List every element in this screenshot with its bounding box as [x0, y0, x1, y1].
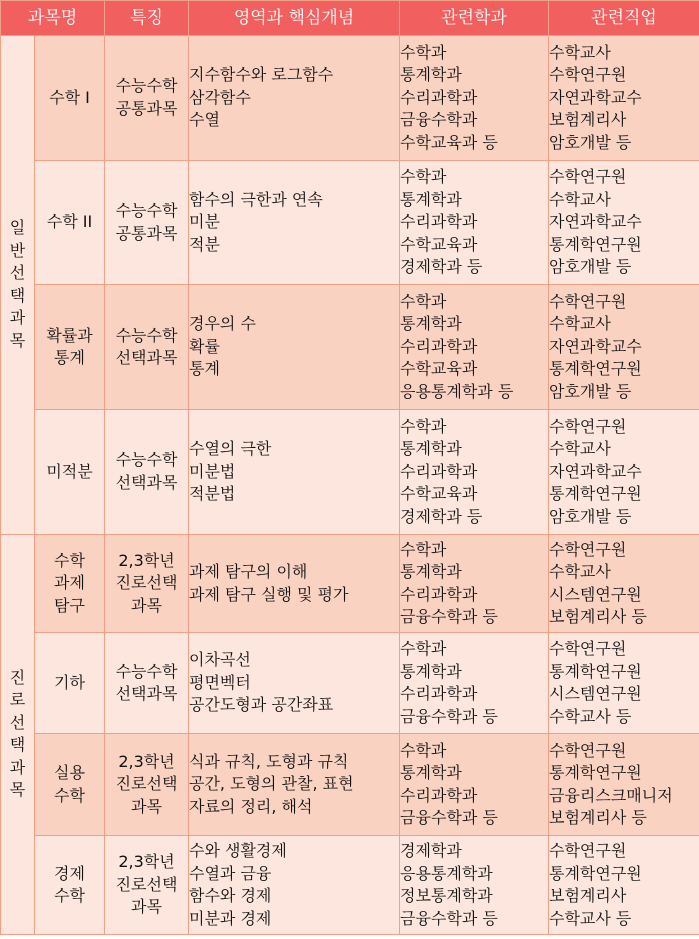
- subject-concepts-line: 지수함수와 로그함수: [189, 65, 334, 85]
- subject-feature-line: 2,3학년: [118, 550, 175, 570]
- group-label-char: 택: [9, 735, 26, 755]
- subject-feature-line: 진로선택: [115, 774, 178, 794]
- related-jobs-line: 수학연구원: [549, 539, 627, 559]
- related-jobs: [549, 410, 699, 535]
- related-departments-line: 수리과학과: [400, 785, 478, 805]
- related-departments: [400, 410, 549, 535]
- subject-name: [35, 160, 105, 285]
- related-departments-line: 경제학과: [400, 841, 462, 861]
- related-jobs: [549, 733, 699, 836]
- related-jobs-line: 수학연구원: [549, 639, 627, 659]
- related-jobs-line: 수학교사 등: [549, 908, 632, 928]
- related-departments-line: 경제학과 등: [400, 257, 483, 277]
- related-jobs-line: 시스템연구원: [549, 684, 642, 704]
- subject-concepts: [189, 410, 400, 535]
- related-departments-line: 응용통계학과 등: [400, 381, 514, 401]
- related-jobs-line: 암호개발 등: [549, 257, 632, 277]
- related-departments-line: 경제학과 등: [400, 506, 483, 526]
- group-label-char: 일: [9, 218, 26, 238]
- subject-concepts-line: 함수와 경제: [189, 886, 272, 906]
- subject-feature: [105, 160, 189, 285]
- related-jobs-line: 통계학연구원: [549, 484, 642, 504]
- subject-concepts-line: 수열과 금융: [189, 863, 272, 883]
- group-label-char: 로: [9, 690, 26, 710]
- subject-name-line: 통계: [54, 348, 85, 368]
- related-jobs-line: 수학교사: [549, 439, 611, 459]
- header-feature: 특징: [105, 1, 189, 36]
- subject-name-line: 실용: [54, 763, 85, 783]
- subject-feature: [105, 836, 189, 935]
- related-jobs-line: 암호개발 등: [549, 132, 632, 152]
- subject-concepts-line: 경우의 수: [189, 314, 256, 334]
- subject-concepts-line: 공간, 도형의 관찰, 표현: [189, 774, 354, 794]
- table-row: [1, 733, 699, 836]
- subject-feature-line: 공통과목: [115, 223, 178, 243]
- subject-feature-line: 공통과목: [115, 98, 178, 118]
- related-departments-line: 수학과: [400, 539, 447, 559]
- subject-name: [35, 633, 105, 734]
- related-jobs-line: 자연과학교수: [549, 461, 642, 481]
- related-departments-line: 금융수학과 등: [400, 706, 498, 726]
- subject-feature: [105, 285, 189, 410]
- related-jobs-line: 금융리스크매니저: [549, 785, 673, 805]
- subject-concepts-line: 함수의 극한과 연속: [189, 189, 323, 209]
- related-jobs-line: 시스템연구원: [549, 584, 642, 604]
- related-departments-line: 응용통계학과: [400, 863, 493, 883]
- subject-feature-line: 2,3학년: [118, 751, 175, 771]
- subject-feature: [105, 36, 189, 161]
- subject-concepts-line: 삼각함수: [189, 87, 251, 107]
- subject-concepts: [189, 285, 400, 410]
- related-departments-line: 수리과학과: [400, 87, 478, 107]
- related-jobs-line: 수학교사: [549, 42, 611, 62]
- related-jobs: [549, 160, 699, 285]
- related-departments: [400, 836, 549, 935]
- subject-name-line: 수학 I: [49, 87, 90, 107]
- subject-name: [35, 285, 105, 410]
- subject-feature-line: 진로선택: [115, 573, 178, 593]
- related-jobs-line: 자연과학교수: [549, 212, 642, 232]
- related-departments-line: 수리과학과: [400, 684, 478, 704]
- related-departments-line: 수학과: [400, 291, 447, 311]
- related-departments-line: 수학교육과: [400, 359, 478, 379]
- subject-concepts-line: 공간도형과 공간좌표: [189, 695, 334, 715]
- subject-feature-line: 수능수학: [115, 450, 178, 470]
- related-departments: [400, 160, 549, 285]
- subject-concepts-line: 확률: [189, 336, 220, 356]
- related-jobs: [549, 534, 699, 633]
- related-jobs-line: 통계학연구원: [549, 359, 642, 379]
- subject-concepts: [189, 836, 400, 935]
- related-departments: [400, 633, 549, 734]
- table-row: [1, 836, 699, 935]
- subject-feature: [105, 733, 189, 836]
- header-row: [1, 1, 699, 36]
- subject-feature-line: 과목: [131, 796, 162, 816]
- related-departments-line: 통계학과: [400, 189, 462, 209]
- related-departments-line: 수리과학과: [400, 336, 478, 356]
- subject-concepts-line: 미분: [189, 212, 220, 232]
- group-label-char: 선: [9, 263, 26, 283]
- subject-name-line: 수학 II: [46, 212, 93, 232]
- related-departments-line: 수학교육과 등: [400, 132, 498, 152]
- subject-feature-line: 선택과목: [115, 472, 178, 492]
- subject-concepts: [189, 36, 400, 161]
- related-departments: [400, 285, 549, 410]
- subject-feature: [105, 410, 189, 535]
- subject-concepts: [189, 633, 400, 734]
- related-departments-line: 수리과학과: [400, 212, 478, 232]
- related-jobs-line: 통계학연구원: [549, 661, 642, 681]
- related-departments: [400, 733, 549, 836]
- related-departments-line: 금융수학과 등: [400, 607, 498, 627]
- header-departments: 관련학과: [400, 1, 549, 36]
- related-jobs-line: 자연과학교수: [549, 87, 642, 107]
- related-departments-line: 통계학과: [400, 439, 462, 459]
- related-departments-line: 통계학과: [400, 661, 462, 681]
- subject-feature-line: 수능수학: [115, 76, 178, 96]
- related-jobs-line: 통계학연구원: [549, 234, 642, 254]
- related-departments-line: 수학과: [400, 416, 447, 436]
- related-departments-line: 수학과: [400, 167, 447, 187]
- related-departments-line: 통계학과: [400, 314, 462, 334]
- related-jobs-line: 수학연구원: [549, 167, 627, 187]
- group-label-char: 과: [9, 757, 26, 777]
- related-departments-line: 수학과: [400, 740, 447, 760]
- related-departments-line: 통계학과: [400, 763, 462, 783]
- related-departments-line: 수리과학과: [400, 461, 478, 481]
- subject-concepts-line: 과제 탐구의 이해: [189, 562, 308, 582]
- subject-feature-line: 수능수학: [115, 661, 178, 681]
- table-row: [1, 633, 699, 734]
- table-row: [1, 410, 699, 535]
- subject-concepts: [189, 534, 400, 633]
- related-jobs-line: 보험계리사: [549, 886, 627, 906]
- related-jobs-line: 암호개발 등: [549, 506, 632, 526]
- subject-concepts-line: 미분과 경제: [189, 908, 272, 928]
- related-departments-line: 수학교육과: [400, 484, 478, 504]
- subject-concepts-line: 미분법: [189, 461, 236, 481]
- group-label-char: 과: [9, 308, 26, 328]
- header-concepts: 영역과 핵심개념: [189, 1, 400, 36]
- subject-feature-line: 선택과목: [115, 684, 178, 704]
- subject-name: [35, 410, 105, 535]
- related-jobs: [549, 285, 699, 410]
- related-jobs-line: 통계학연구원: [549, 863, 642, 883]
- group-label-char: 택: [9, 285, 26, 305]
- group-label-char: 목: [9, 780, 26, 800]
- subject-concepts-line: 평면벡터: [189, 672, 251, 692]
- related-departments-line: 금융수학과 등: [400, 908, 498, 928]
- table-row: [1, 36, 699, 161]
- subject-name-line: 수학: [54, 785, 85, 805]
- subject-name: [35, 836, 105, 935]
- subject-concepts-line: 수열의 극한: [189, 439, 272, 459]
- group-label-char: 선: [9, 712, 26, 732]
- subject-feature: [105, 633, 189, 734]
- subject-feature-line: 선택과목: [115, 348, 178, 368]
- subject-concepts: [189, 160, 400, 285]
- group-label-char: 진: [9, 667, 26, 687]
- header-jobs: 관련직업: [549, 1, 699, 36]
- related-jobs-line: 자연과학교수: [549, 336, 642, 356]
- table-body: [1, 36, 699, 935]
- subject-name-line: 미적분: [46, 461, 93, 481]
- subject-name-line: 수학: [54, 886, 85, 906]
- related-jobs-line: 수학교사: [549, 562, 611, 582]
- group-label-char: 반: [9, 240, 26, 260]
- subject-concepts-line: 수와 생활경제: [189, 841, 287, 861]
- subject-concepts-line: 적분: [189, 234, 220, 254]
- subject-concepts-line: 과제 탐구 실행 및 평가: [189, 584, 349, 604]
- subject-feature-line: 과목: [131, 897, 162, 917]
- related-jobs-line: 수학연구원: [549, 740, 627, 760]
- related-jobs-line: 수학연구원: [549, 65, 627, 85]
- related-departments: [400, 534, 549, 633]
- related-jobs-line: 수학교사 등: [549, 706, 632, 726]
- subject-name-line: 수학: [54, 550, 85, 570]
- subject-feature-line: 진로선택: [115, 874, 178, 894]
- subject-name-line: 확률과: [46, 325, 93, 345]
- subject-name: [35, 733, 105, 836]
- related-departments-line: 통계학과: [400, 562, 462, 582]
- subject-name-line: 경제: [54, 863, 85, 883]
- related-jobs: [549, 633, 699, 734]
- related-departments-line: 정보통계학과: [400, 886, 493, 906]
- related-departments-line: 수학과: [400, 42, 447, 62]
- related-departments-line: 수리과학과: [400, 584, 478, 604]
- related-departments-line: 수학과: [400, 639, 447, 659]
- subject-name-line: 탐구: [54, 595, 85, 615]
- related-jobs-line: 통계학연구원: [549, 763, 642, 783]
- related-jobs-line: 수학교사: [549, 314, 611, 334]
- subject-name: [35, 36, 105, 161]
- subject-concepts: [189, 733, 400, 836]
- subject-feature: [105, 534, 189, 633]
- related-departments: [400, 36, 549, 161]
- header-subject: 과목명: [1, 1, 105, 36]
- related-jobs: [549, 836, 699, 935]
- table-row: [1, 285, 699, 410]
- subject-name-line: 과제: [54, 573, 85, 593]
- related-departments-line: 통계학과: [400, 65, 462, 85]
- subject-name: [35, 534, 105, 633]
- subject-concepts-line: 자료의 정리, 해석: [189, 796, 313, 816]
- related-jobs-line: 수학교사: [549, 189, 611, 209]
- subject-name-line: 기하: [54, 672, 85, 692]
- subject-concepts-line: 적분법: [189, 484, 236, 504]
- subject-feature-line: 과목: [131, 595, 162, 615]
- subject-feature-line: 2,3학년: [118, 852, 175, 872]
- related-jobs-line: 암호개발 등: [549, 381, 632, 401]
- subject-feature-line: 수능수학: [115, 201, 178, 221]
- table-row: [1, 160, 699, 285]
- related-jobs-line: 수학연구원: [549, 291, 627, 311]
- related-jobs-line: 보험계리사: [549, 110, 627, 130]
- related-jobs-line: 수학연구원: [549, 841, 627, 861]
- subject-concepts-line: 이차곡선: [189, 650, 251, 670]
- subject-concepts-line: 식과 규칙, 도형과 규칙: [189, 751, 349, 771]
- subject-concepts-line: 수열: [189, 110, 220, 130]
- related-departments-line: 금융수학과 등: [400, 808, 498, 828]
- table-row: [1, 534, 699, 633]
- related-jobs-line: 보험계리사 등: [549, 808, 647, 828]
- group-label-char: 목: [9, 330, 26, 350]
- subject-feature-line: 수능수학: [115, 325, 178, 345]
- group-label: [1, 534, 35, 934]
- related-jobs: [549, 36, 699, 161]
- related-departments-line: 수학교육과: [400, 234, 478, 254]
- related-departments-line: 금융수학과: [400, 110, 478, 130]
- group-label: [1, 36, 35, 535]
- related-jobs-line: 수학연구원: [549, 416, 627, 436]
- related-jobs-line: 보험계리사 등: [549, 607, 647, 627]
- subject-concepts-line: 통계: [189, 359, 220, 379]
